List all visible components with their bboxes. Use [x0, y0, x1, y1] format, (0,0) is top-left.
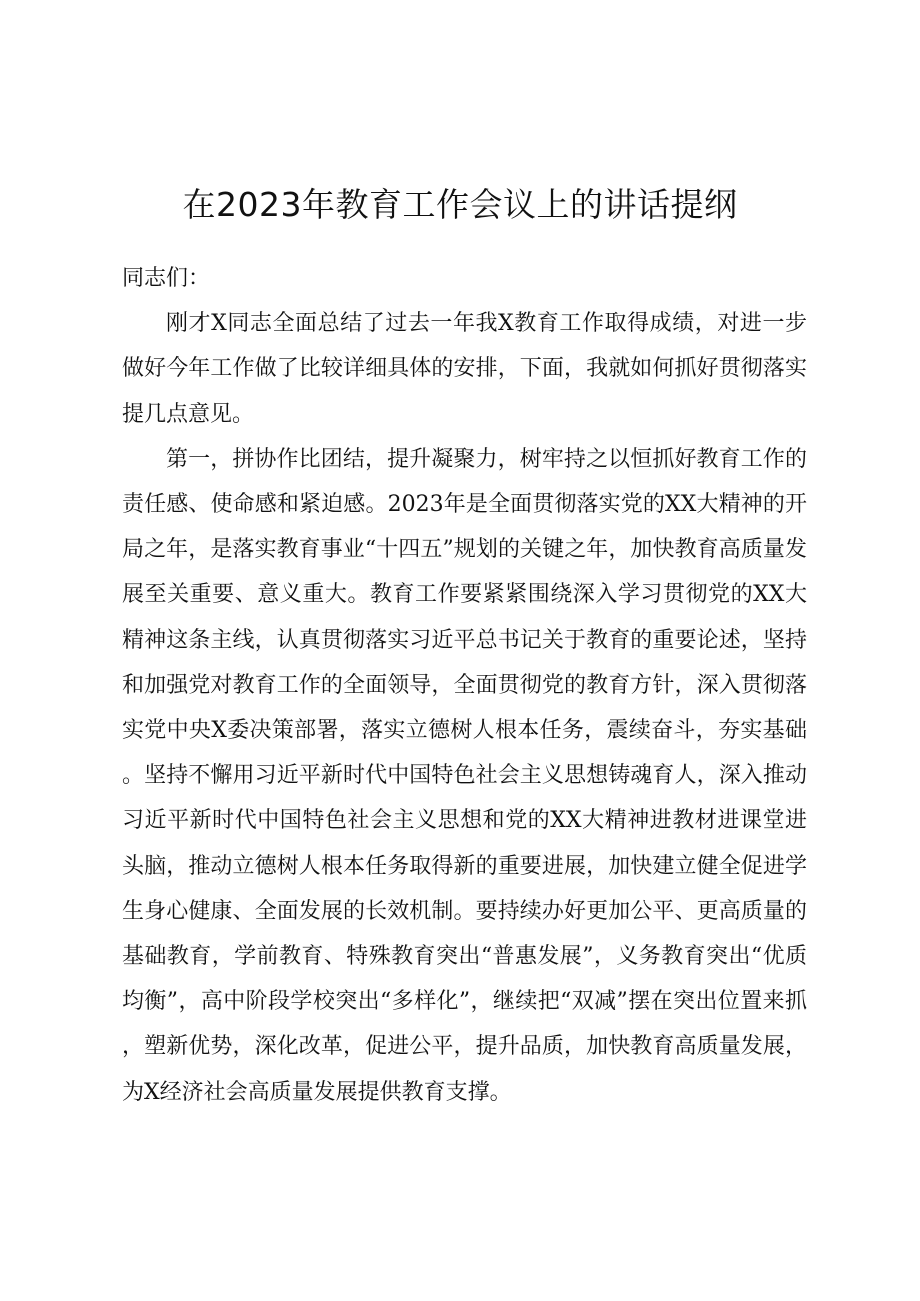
paragraph-first-point: 第一，拼协作比团结，提升凝聚力，树牢持之以恒抓好教育工作的责任感、使命感和紧迫感。2023年是全面贯彻落实党的XX大精神的开局之年，是落实教育事业“十四五”规划的关键之年，加快教育高质量发展至关重要、意义重大。教育工作要紧紧围绕深入学习贯彻党的XX大精神这条主线，认真贯彻落实习近平总书记关于教育的重要论述，坚持和加强党对教育工作的全面领导，全面贯彻党的教育方针，深入贯彻落实党中央X委决策部署，落实立德树人根本任务，震续奋斗，夯实基础。坚持不懈用习近平新时代中国特色社会主义思想铸魂育人，深入推动习近平新时代中国特色社会主义思想和党的XX大精神进教材进课堂进头脑，推动立德树人根本任务取得新的重要进展，加快建立健全促进学生身心健康、全面发展的长效机制。要持续办好更加公平、更高质量的基础教育，学前教育、特殊教育突出“普惠发展”，义务教育突出“优质均衡”，高中阶段学校突出“多样化”，继续把“双减”摆在突出位置来抓，塑新优势，深化改革，促进公平，提升品质，加快教育高质量发展，为X经济社会高质量发展提供教育支撑。	[122, 446, 807, 1105]
document-title: 在2023年教育工作会议上的讲话提纲	[182, 185, 738, 224]
paragraph-intro: 刚才X同志全面总结了过去一年我X教育工作取得成绩，对进一步做好今年工作做了比较详细具体的安排，下面，我就如何抓好贯彻落实提几点意见。	[122, 311, 807, 427]
salutation: 同志们：	[122, 266, 211, 291]
document-body	[122, 256, 807, 1115]
